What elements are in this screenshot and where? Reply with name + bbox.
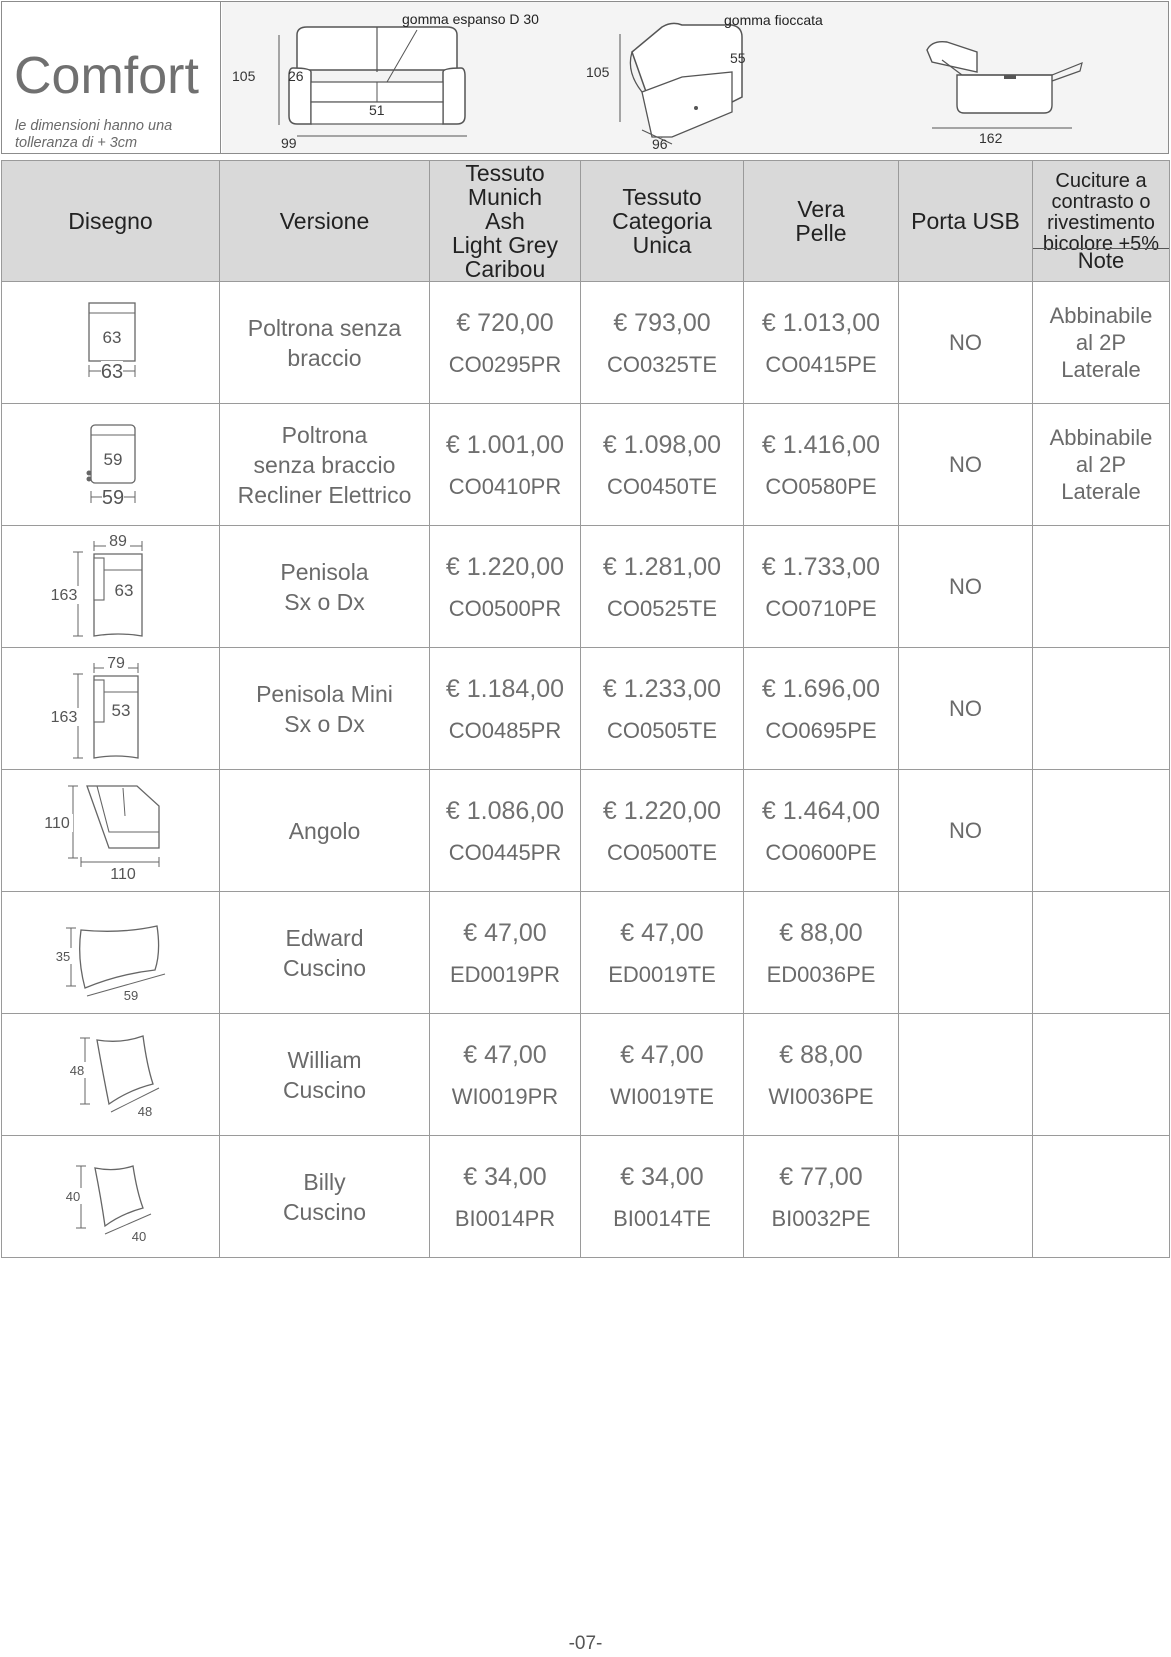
leather-cell xyxy=(744,404,899,526)
note-cell xyxy=(1033,770,1170,892)
table-row xyxy=(2,282,1170,404)
leather-cell xyxy=(744,770,899,892)
note-cell xyxy=(1033,892,1170,1014)
unica-cell xyxy=(581,404,744,526)
corner-depth-dim: 96 xyxy=(652,136,668,152)
leather-code: CO0600PE xyxy=(765,839,877,865)
version-cell: William Cuscino xyxy=(220,1014,430,1136)
leather-cell xyxy=(744,1136,899,1258)
leather-code: ED0036PE xyxy=(766,961,876,987)
header-version: Versione xyxy=(220,161,430,282)
munich-code: CO0295PR xyxy=(448,351,562,377)
leather-price: € 1.013,00 xyxy=(761,308,881,337)
table-row xyxy=(2,1136,1170,1258)
munich-price: € 720,00 xyxy=(456,308,554,337)
tolerance-line-1: le dimensioni hanno una xyxy=(15,118,173,134)
leather-price: € 77,00 xyxy=(779,1162,863,1191)
unica-price: € 1.281,00 xyxy=(602,552,722,581)
usb-cell: NO xyxy=(899,648,1033,770)
recliner-drawing xyxy=(922,30,1092,140)
munich-cell xyxy=(430,526,581,648)
table-row xyxy=(2,770,1170,892)
drawing-width-dim: 59 xyxy=(101,486,124,509)
unica-cell xyxy=(581,282,744,404)
leather-price: € 88,00 xyxy=(779,1040,863,1069)
unica-price: € 47,00 xyxy=(620,918,704,947)
drawing-cell xyxy=(2,770,220,892)
drawing-width-dim: 59 xyxy=(123,987,138,1003)
leather-code: CO0695PE xyxy=(765,717,877,743)
product-drawings xyxy=(222,2,1168,153)
note-cell xyxy=(1033,1014,1170,1136)
unica-price: € 1.233,00 xyxy=(602,674,722,703)
unica-price: € 47,00 xyxy=(620,1040,704,1069)
leather-code: BI0032PE xyxy=(771,1205,871,1231)
edward-cushion-drawing xyxy=(41,898,181,1008)
munich-price: € 1.184,00 xyxy=(445,674,565,703)
chaise-drawing xyxy=(46,532,176,642)
header-fabric-unica: Tessuto Categoria Unica xyxy=(581,161,744,282)
munich-code: CO0410PR xyxy=(448,473,562,499)
version-cell: Billy Cuscino xyxy=(220,1136,430,1258)
leather-cell xyxy=(744,526,899,648)
munich-cell xyxy=(430,282,581,404)
sofa-depth-dim: 99 xyxy=(281,135,297,151)
drawing-height-dim: 40 xyxy=(65,1188,80,1204)
drawing-side-dim: 163 xyxy=(50,708,77,726)
leather-price: € 1.464,00 xyxy=(761,796,881,825)
drawing-width-dim: 48 xyxy=(137,1103,152,1119)
table-row xyxy=(2,404,1170,526)
munich-code: ED0019PR xyxy=(449,961,561,987)
usb-cell: NO xyxy=(899,526,1033,648)
table-row xyxy=(2,648,1170,770)
drawing-cell xyxy=(2,1014,220,1136)
drawing-cell xyxy=(2,404,220,526)
price-table xyxy=(1,160,1170,1258)
brand-box xyxy=(2,2,221,153)
leather-cell xyxy=(744,1014,899,1136)
header-note-label: Note xyxy=(1033,248,1169,273)
leather-price: € 1.416,00 xyxy=(761,430,881,459)
munich-cell xyxy=(430,1136,581,1258)
unica-cell xyxy=(581,770,744,892)
table-header-row xyxy=(2,161,1170,282)
version-cell: Poltrona senza braccio xyxy=(220,282,430,404)
drawing-cell xyxy=(2,282,220,404)
unica-price: € 34,00 xyxy=(620,1162,704,1191)
corner-height-dim: 105 xyxy=(586,64,610,80)
drawing-width-dim: 63 xyxy=(100,360,123,383)
munich-code: CO0445PR xyxy=(448,839,562,865)
unica-cell xyxy=(581,1136,744,1258)
munich-price: € 1.220,00 xyxy=(445,552,565,581)
unica-price: € 1.220,00 xyxy=(602,796,722,825)
drawing-cell xyxy=(2,648,220,770)
munich-cell xyxy=(430,648,581,770)
drawing-cell xyxy=(2,526,220,648)
header-usb: Porta USB xyxy=(899,161,1033,282)
munich-cell xyxy=(430,404,581,526)
drawing-inner-dim: 53 xyxy=(111,700,130,720)
drawing-width-dim: 40 xyxy=(131,1228,146,1244)
note-cell xyxy=(1033,648,1170,770)
unica-cell xyxy=(581,526,744,648)
unica-cell xyxy=(581,648,744,770)
usb-cell: NO xyxy=(899,770,1033,892)
table-row xyxy=(2,892,1170,1014)
unica-code: CO0325TE xyxy=(606,351,718,377)
drawing-cell xyxy=(2,1136,220,1258)
usb-cell: NO xyxy=(899,404,1033,526)
drawing-height-dim: 35 xyxy=(55,948,70,964)
version-cell: Penisola Sx o Dx xyxy=(220,526,430,648)
sofa-height-dim: 105 xyxy=(232,68,256,84)
sofa-seat-dim: 51 xyxy=(369,102,385,118)
drawing-top-dim: 89 xyxy=(108,532,127,550)
table-row xyxy=(2,526,1170,648)
drawing-cell xyxy=(2,892,220,1014)
tolerance-line-2: tolleranza di + 3cm xyxy=(15,135,138,151)
version-cell: Angolo xyxy=(220,770,430,892)
note-cell xyxy=(1033,526,1170,648)
munich-code: BI0014PR xyxy=(454,1205,556,1231)
usb-cell xyxy=(899,1014,1033,1136)
usb-cell: NO xyxy=(899,282,1033,404)
header-fabric-munich: Tessuto Munich Ash Light Grey Caribou xyxy=(430,161,581,282)
usb-cell xyxy=(899,1136,1033,1258)
unica-code: ED0019TE xyxy=(608,961,716,987)
unica-code: WI0019TE xyxy=(610,1083,714,1109)
recliner-length-dim: 162 xyxy=(979,130,1003,146)
drawing-side-dim: 110 xyxy=(43,814,70,832)
unica-price: € 1.098,00 xyxy=(602,430,722,459)
leather-price: € 88,00 xyxy=(779,918,863,947)
note-cell xyxy=(1033,1136,1170,1258)
munich-cell xyxy=(430,1014,581,1136)
drawing-inner-dim: 59 xyxy=(103,449,122,469)
munich-code: WI0019PR xyxy=(451,1083,559,1109)
corner-fiber-callout: gomma fioccata xyxy=(724,12,823,28)
munich-price: € 34,00 xyxy=(463,1162,547,1191)
header-leather: Vera Pelle xyxy=(744,161,899,282)
drawing-bottom-dim: 110 xyxy=(109,865,136,883)
sofa-front-drawing xyxy=(267,10,527,150)
version-cell: Edward Cuscino xyxy=(220,892,430,1014)
unica-code: CO0505TE xyxy=(606,717,718,743)
leather-price: € 1.696,00 xyxy=(761,674,881,703)
munich-cell xyxy=(430,892,581,1014)
page-number: -07- xyxy=(568,1633,603,1654)
sofa-foam-callout: gomma espanso D 30 xyxy=(402,11,539,27)
sofa-corner-drawing xyxy=(612,12,762,152)
drawing-height-dim: 48 xyxy=(69,1062,84,1078)
corner-drawing xyxy=(41,776,181,886)
munich-price: € 1.086,00 xyxy=(445,796,565,825)
table-row xyxy=(2,1014,1170,1136)
recliner-chair-drawing xyxy=(51,415,171,515)
drawing-inner-dim: 63 xyxy=(114,580,133,600)
leather-code: CO0710PE xyxy=(765,595,877,621)
drawing-inner-dim: 63 xyxy=(102,327,121,347)
leather-code: CO0415PE xyxy=(765,351,877,377)
armless-chair-drawing xyxy=(51,293,171,393)
leather-code: WI0036PE xyxy=(768,1083,874,1109)
leather-cell xyxy=(744,648,899,770)
leather-price: € 1.733,00 xyxy=(761,552,881,581)
unica-cell xyxy=(581,892,744,1014)
leather-cell xyxy=(744,282,899,404)
header-band xyxy=(1,1,1169,154)
version-cell: Penisola Mini Sx o Dx xyxy=(220,648,430,770)
munich-cell xyxy=(430,770,581,892)
usb-cell xyxy=(899,892,1033,1014)
unica-price: € 793,00 xyxy=(613,308,711,337)
mini-chaise-drawing xyxy=(46,654,176,764)
munich-code: CO0500PR xyxy=(448,595,562,621)
leather-cell xyxy=(744,892,899,1014)
note-cell: Abbinabile al 2P Laterale xyxy=(1033,282,1170,404)
header-drawing: Disegno xyxy=(2,161,220,282)
unica-code: CO0450TE xyxy=(606,473,718,499)
william-cushion-drawing xyxy=(41,1020,181,1130)
note-cell: Abbinabile al 2P Laterale xyxy=(1033,404,1170,526)
munich-price: € 47,00 xyxy=(463,1040,547,1069)
unica-code: CO0525TE xyxy=(606,595,718,621)
collection-title: Comfort xyxy=(14,47,199,105)
version-cell: Poltrona senza braccio Recliner Elettrico xyxy=(220,404,430,526)
munich-code: CO0485PR xyxy=(448,717,562,743)
header-note xyxy=(1033,161,1170,282)
munich-price: € 1.001,00 xyxy=(445,430,565,459)
leather-code: CO0580PE xyxy=(765,473,877,499)
corner-back-dim: 55 xyxy=(730,50,746,66)
unica-cell xyxy=(581,1014,744,1136)
billy-cushion-drawing xyxy=(41,1142,181,1252)
munich-price: € 47,00 xyxy=(463,918,547,947)
drawing-side-dim: 163 xyxy=(50,586,77,604)
unica-code: BI0014TE xyxy=(613,1205,711,1231)
tolerance-note xyxy=(15,118,215,152)
unica-code: CO0500TE xyxy=(606,839,718,865)
sofa-arm-dim: 26 xyxy=(288,68,304,84)
drawing-top-dim: 79 xyxy=(106,654,125,672)
header-note-stitching: Cuciture a contrasto o rivestimento bicolore +5% xyxy=(1042,170,1160,255)
